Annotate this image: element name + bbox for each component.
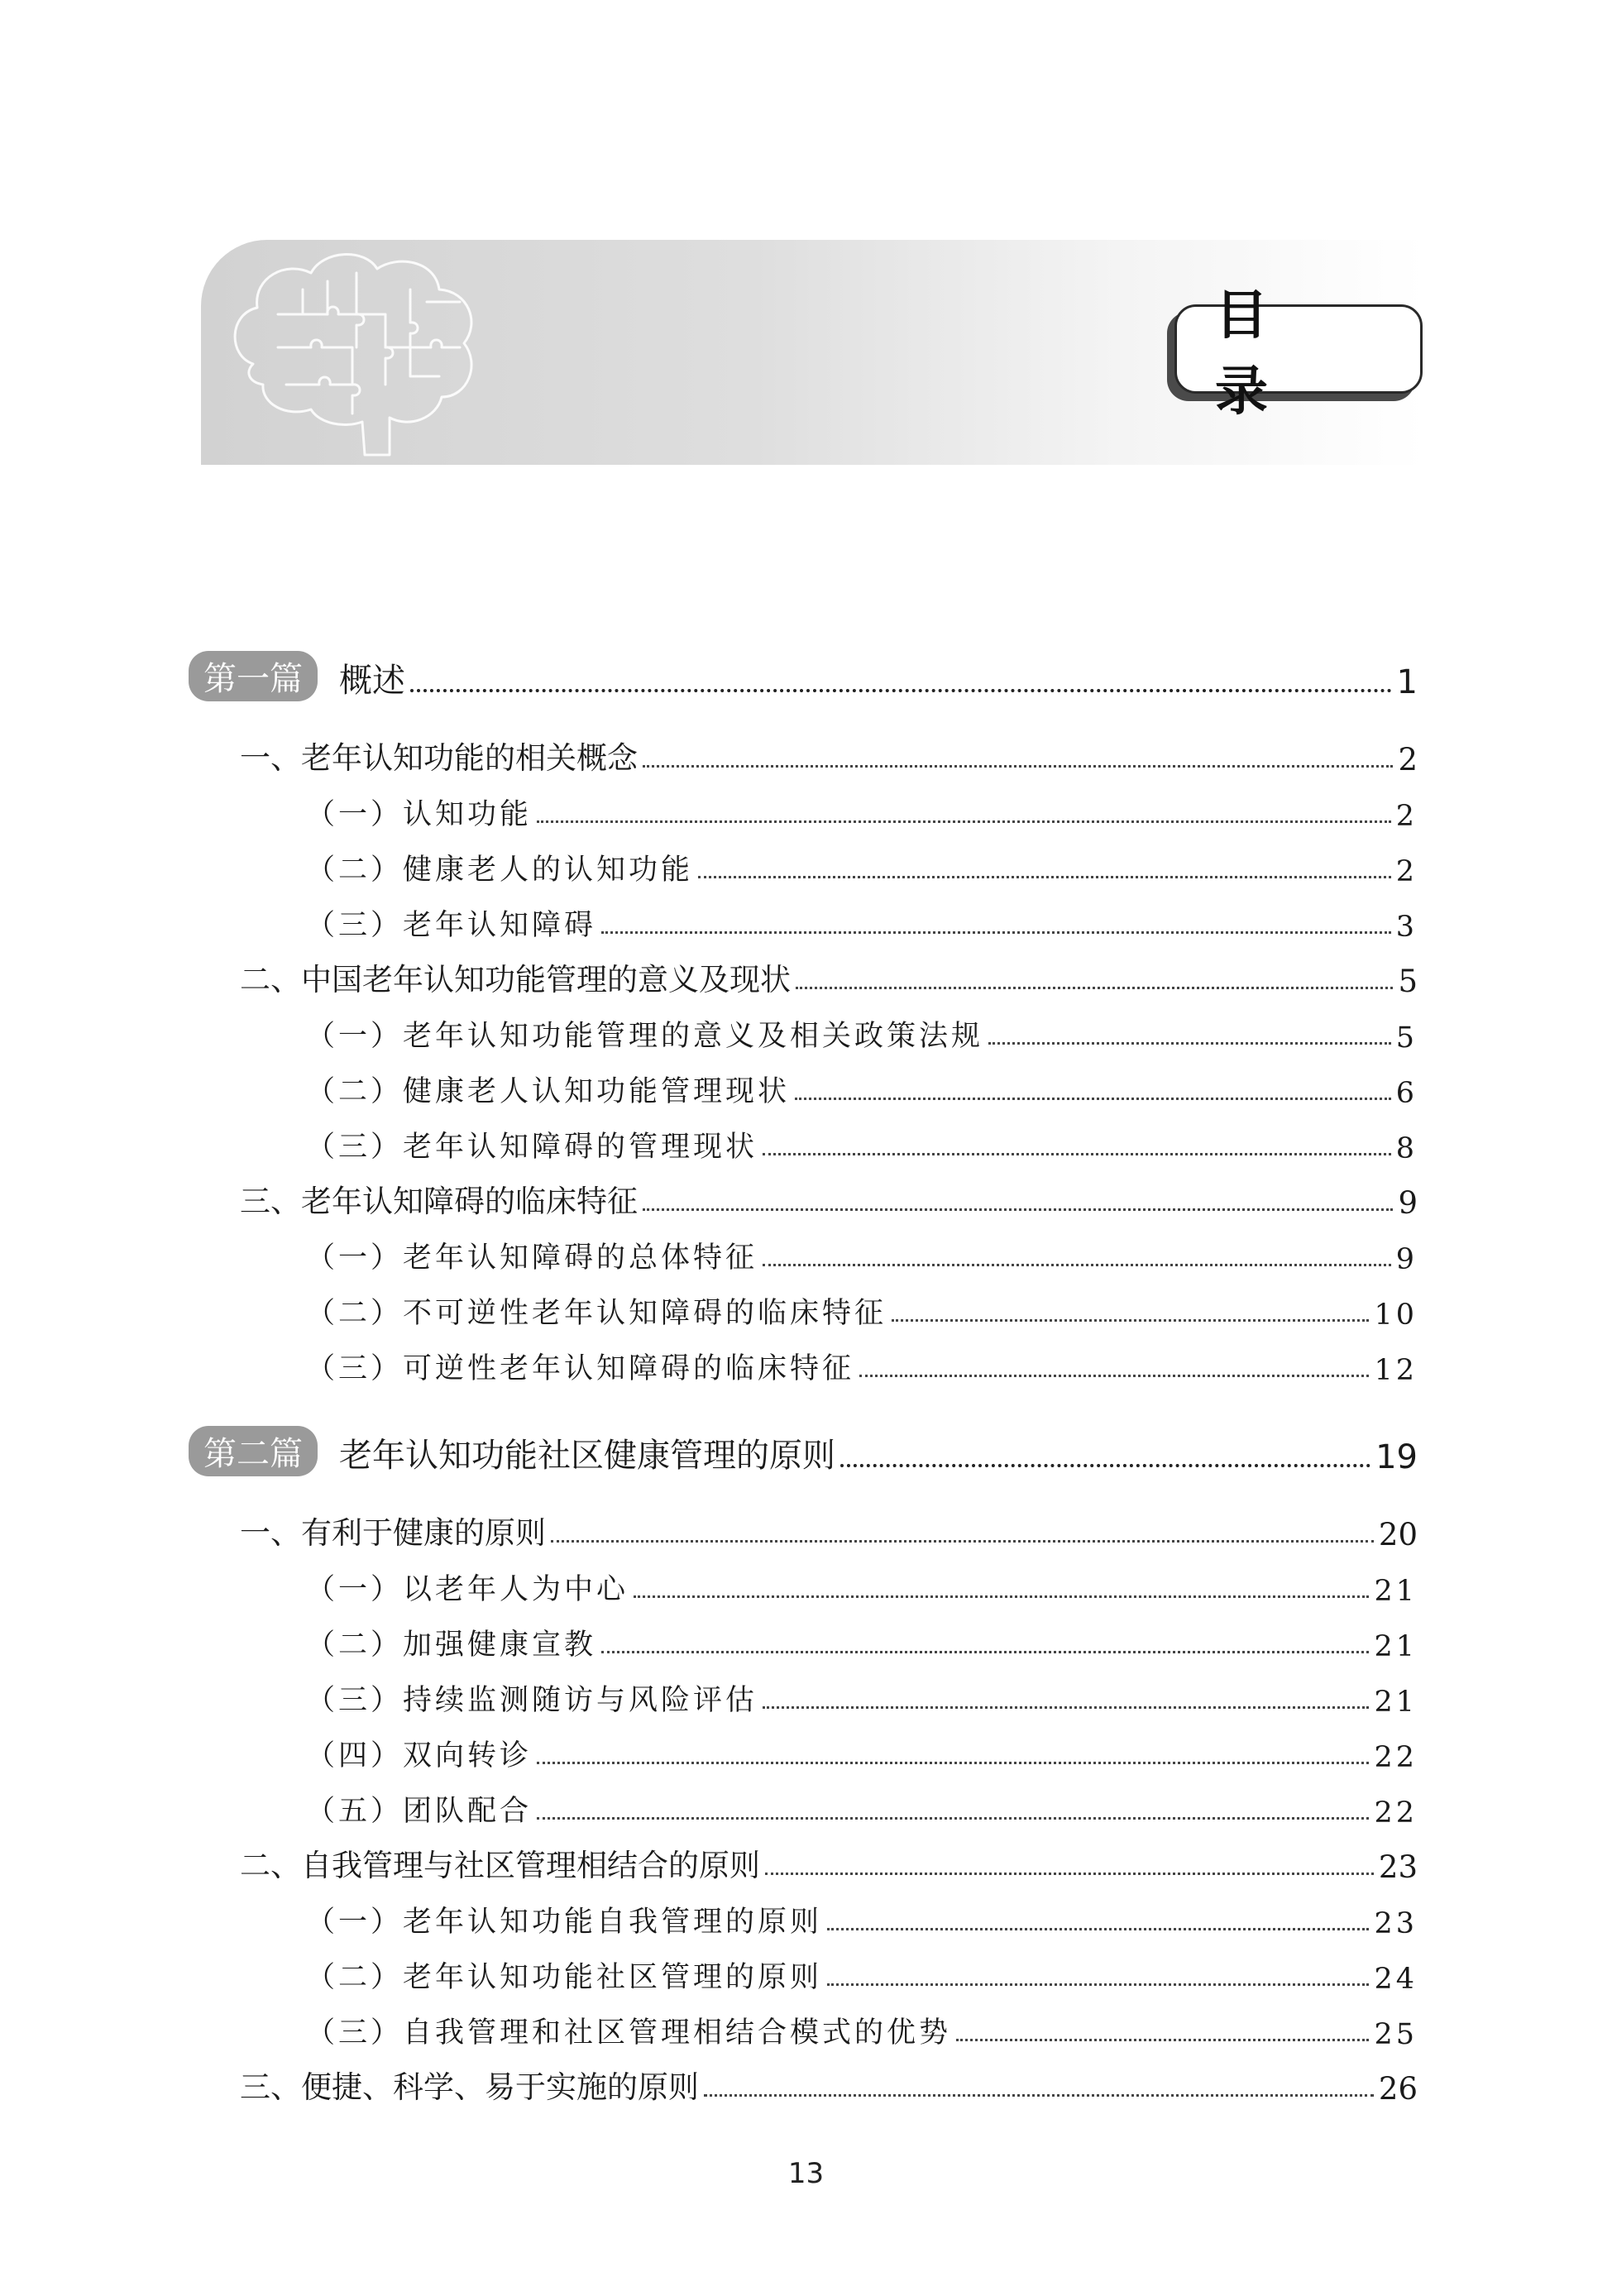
toc-page-number: 2 <box>1395 855 1418 888</box>
toc-entry-label: （三）老年认知障碍 <box>306 909 597 942</box>
dot-leader <box>840 1464 1370 1467</box>
toc-page-number: 26 <box>1378 2071 1418 2107</box>
part-badge: 第二篇 <box>189 1426 318 1476</box>
toc-subsection-row <box>306 1005 1418 1055</box>
toc-page-number: 1 <box>1396 663 1418 701</box>
toc-subsection-row <box>306 1282 1418 1332</box>
toc-entry-label: 二、中国老年认知功能管理的意义及现状 <box>240 962 791 997</box>
toc-subsection-row <box>306 1060 1418 1110</box>
dot-leader <box>601 1651 1369 1653</box>
toc-page-number: 5 <box>1395 1021 1418 1055</box>
toc-entry-label: （三）持续监测随访与风险评估 <box>306 1684 758 1717</box>
dot-leader <box>704 2094 1374 2097</box>
dot-leader <box>601 931 1391 934</box>
dot-leader <box>988 1042 1391 1045</box>
toc-entry-label: 二、自我管理与社区管理相结合的原则 <box>240 1848 760 1883</box>
toc-subsection-row <box>306 783 1418 833</box>
toc-part-row <box>189 652 1418 701</box>
dot-leader <box>643 765 1393 768</box>
toc-page-number: 6 <box>1395 1077 1418 1110</box>
part-badge: 第一篇 <box>189 651 318 701</box>
dot-leader <box>827 1928 1369 1930</box>
toc-entry-label: （二）健康老人认知功能管理现状 <box>306 1075 791 1108</box>
toc-page-number: 25 <box>1374 2018 1418 2051</box>
toc-entry-label: 老年认知功能社区健康管理的原则 <box>339 1437 835 1475</box>
toc-entry-label: 三、便捷、科学、易于实施的原则 <box>240 2069 699 2105</box>
toc-page-number: 24 <box>1374 1963 1418 1996</box>
dot-leader <box>763 1153 1391 1155</box>
dot-leader <box>537 820 1391 823</box>
toc-subsection-row <box>306 1724 1418 1774</box>
toc-entry-label: （二）加强健康宣教 <box>306 1629 597 1662</box>
toc-entry-label: 一、有利于健康的原则 <box>240 1515 546 1551</box>
toc-page-number: 22 <box>1374 1796 1418 1830</box>
toc-section-row <box>240 1835 1418 1885</box>
toc-subsection-row <box>306 1891 1418 1940</box>
toc-subsection-row <box>306 2002 1418 2051</box>
toc-entry-label: （三）自我管理和社区管理相结合模式的优势 <box>306 2016 952 2050</box>
toc-entry-label: （二）健康老人的认知功能 <box>306 854 694 887</box>
toc-entry-label: 概述 <box>339 662 405 700</box>
toc-page-number: 12 <box>1374 1354 1418 1387</box>
toc-subsection-row <box>306 1614 1418 1663</box>
dot-leader <box>763 1706 1369 1709</box>
toc-subsection-row <box>306 1946 1418 1996</box>
toc-section-row <box>240 728 1418 777</box>
brain-puzzle-icon <box>220 240 493 465</box>
toc-page-number: 8 <box>1395 1132 1418 1165</box>
dot-leader <box>537 1817 1369 1820</box>
toc-subsection-row <box>306 1558 1418 1608</box>
toc-page-number: 5 <box>1398 964 1418 999</box>
toc-part-row <box>189 1427 1418 1476</box>
toc-page-number: 23 <box>1374 1907 1418 1940</box>
toc-page-number: 10 <box>1374 1299 1418 1332</box>
toc-entry-label: 一、老年认知功能的相关概念 <box>240 740 638 776</box>
dot-leader <box>410 689 1392 692</box>
toc-entry-label: （一）老年认知障碍的总体特征 <box>306 1241 758 1275</box>
dot-leader <box>859 1375 1369 1377</box>
toc-page-number: 2 <box>1395 800 1418 833</box>
toc-entry-label: （一）认知功能 <box>306 798 533 831</box>
toc-entry-label: （一）以老年人为中心 <box>306 1573 629 1606</box>
toc-subsection-row <box>306 894 1418 944</box>
dot-leader <box>796 987 1393 989</box>
dot-leader <box>551 1540 1374 1543</box>
toc-subsection-row <box>306 1337 1418 1387</box>
toc-page-number: 3 <box>1395 911 1418 944</box>
dot-leader <box>634 1595 1369 1598</box>
toc-entry-label: （三）老年认知障碍的管理现状 <box>306 1131 758 1164</box>
dot-leader <box>956 2039 1369 2041</box>
toc-entry-label: （二）老年认知功能社区管理的原则 <box>306 1961 823 1994</box>
dot-leader <box>537 1762 1369 1764</box>
page-number: 13 <box>787 2157 825 2190</box>
page-title: 目 录 <box>1174 304 1423 394</box>
toc-page-number: 21 <box>1374 1686 1418 1719</box>
dot-leader <box>643 1208 1393 1211</box>
toc-subsection-row <box>306 839 1418 888</box>
toc-section-row <box>240 949 1418 999</box>
toc-section-row <box>240 1171 1418 1221</box>
toc-entry-label: （一）老年认知功能自我管理的原则 <box>306 1906 823 1939</box>
toc-entry-label: （四）双向转诊 <box>306 1739 533 1772</box>
toc-page-number: 20 <box>1378 1517 1418 1552</box>
toc-page-number: 22 <box>1374 1741 1418 1774</box>
toc-page-number: 23 <box>1378 1849 1418 1885</box>
toc-page-number: 9 <box>1395 1243 1418 1276</box>
toc-page-number: 2 <box>1398 742 1418 777</box>
toc-entry-label: 三、老年认知障碍的临床特征 <box>240 1184 638 1219</box>
toc-entry-label: （二）不可逆性老年认知障碍的临床特征 <box>306 1297 887 1330</box>
dot-leader <box>892 1319 1369 1322</box>
toc-page-number: 19 <box>1375 1438 1418 1476</box>
dot-leader <box>795 1098 1391 1100</box>
toc-subsection-row <box>306 1780 1418 1830</box>
toc-page-number: 21 <box>1374 1630 1418 1663</box>
toc-subsection-row <box>306 1116 1418 1165</box>
dot-leader <box>827 1983 1369 1986</box>
toc-entry-label: （三）可逆性老年认知障碍的临床特征 <box>306 1352 855 1385</box>
toc-subsection-row <box>306 1227 1418 1276</box>
toc-page-number: 9 <box>1398 1185 1418 1221</box>
toc-page-number: 21 <box>1374 1575 1418 1608</box>
toc-section-row <box>240 2057 1418 2107</box>
toc-section-row <box>240 1503 1418 1552</box>
dot-leader <box>698 876 1391 878</box>
dot-leader <box>765 1873 1374 1875</box>
dot-leader <box>763 1264 1391 1266</box>
toc-entry-label: （一）老年认知功能管理的意义及相关政策法规 <box>306 1020 984 1053</box>
toc-entry-label: （五）团队配合 <box>306 1795 533 1828</box>
toc-subsection-row <box>306 1669 1418 1719</box>
